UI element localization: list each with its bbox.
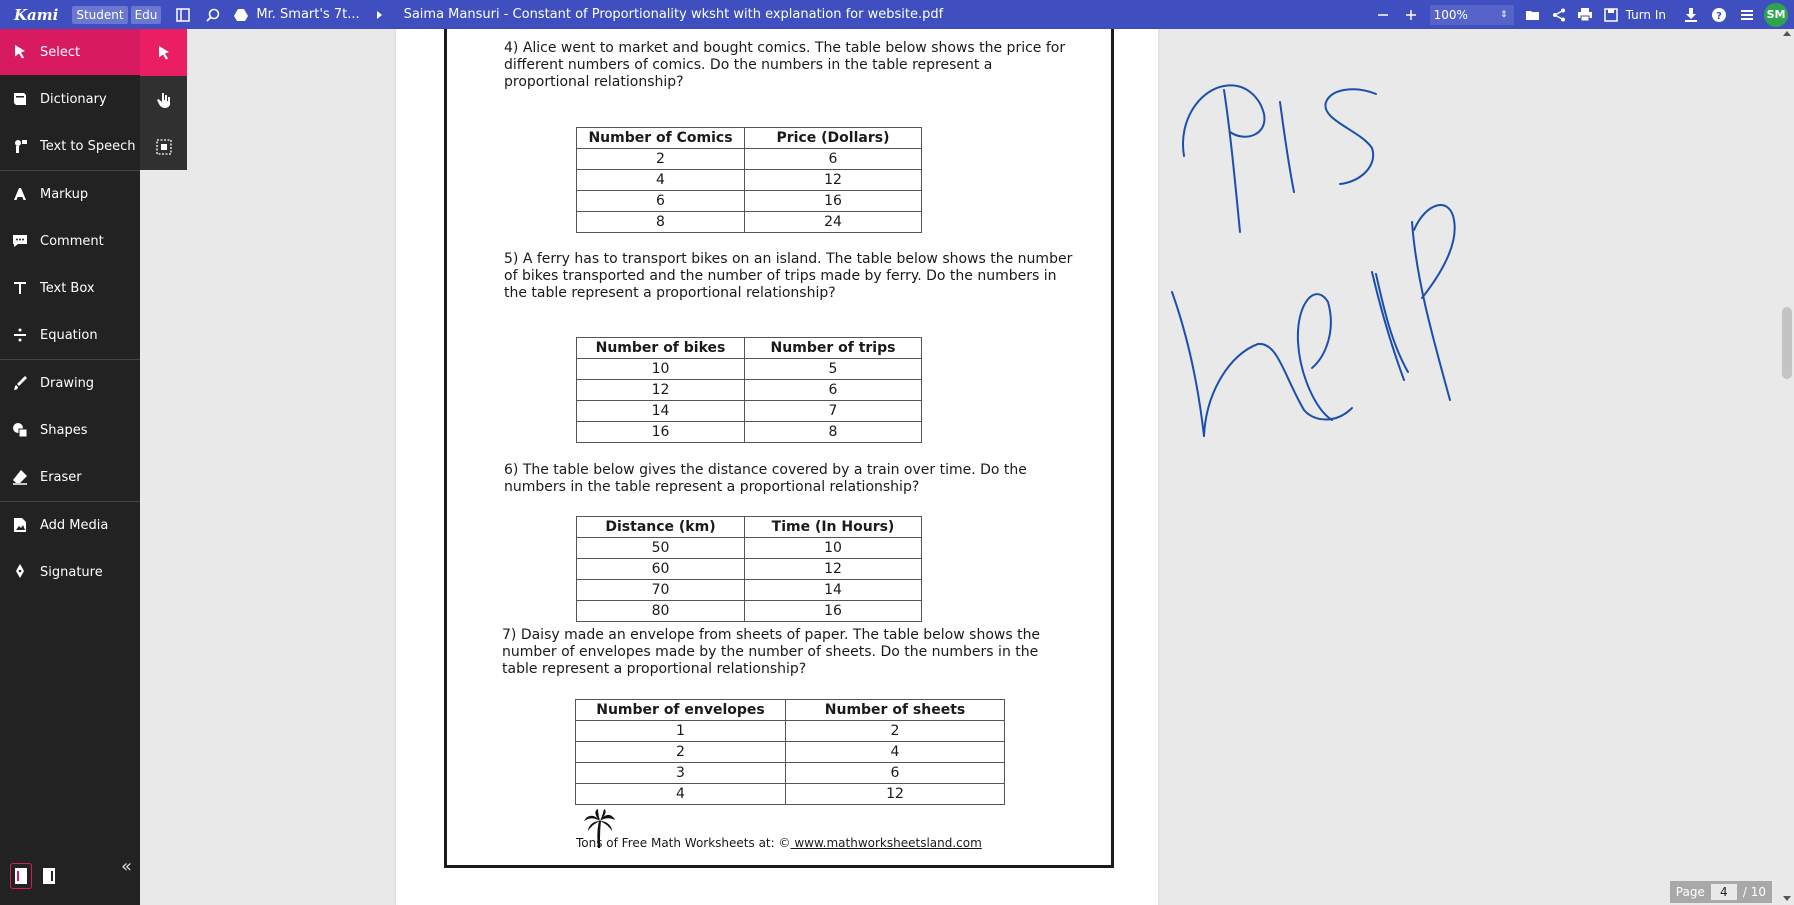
select-subtools: [140, 29, 187, 170]
chevron-right-icon: [368, 4, 390, 26]
cursor-icon: [155, 44, 173, 62]
table-row: [576, 721, 1005, 742]
pointer-subtool-button[interactable]: [140, 29, 187, 76]
table-cell: 16: [745, 601, 922, 622]
brush-icon: [0, 374, 40, 392]
page-number-input[interactable]: 4: [1711, 884, 1737, 900]
breadcrumb-folder[interactable]: Mr. Smart's 7t...: [256, 7, 360, 22]
table-cell: 2: [786, 721, 1005, 742]
page-label: Page: [1675, 885, 1705, 899]
tool-label: Shapes: [40, 422, 88, 438]
table-cell: 50: [577, 538, 745, 559]
table-cell: 3: [576, 763, 786, 784]
tool-markup[interactable]: [0, 171, 140, 217]
markup-icon: [0, 185, 40, 203]
top-bar: [0, 0, 1794, 29]
tool-label: Text Box: [40, 280, 95, 296]
help-icon[interactable]: [1708, 4, 1730, 26]
table-header: Number of Comics: [577, 128, 745, 149]
table-bikes: [576, 337, 922, 443]
kami-logo[interactable]: Kami: [14, 5, 59, 24]
table-cell: 2: [576, 742, 786, 763]
table-cell: 6: [577, 191, 745, 212]
table-row: [576, 763, 1005, 784]
tool-text-box[interactable]: [0, 265, 140, 311]
hand-icon: [155, 91, 173, 109]
table-row: [577, 149, 922, 170]
table-cell: 8: [577, 212, 745, 233]
student-badge: Student: [72, 6, 127, 24]
hand-subtool-button[interactable]: [140, 76, 187, 123]
table-header: Distance (km): [577, 517, 745, 538]
footer-link[interactable]: www.mathworksheetsland.com: [790, 836, 982, 850]
tool-label: Text to Speech: [40, 138, 136, 154]
vertical-scrollbar[interactable]: [1780, 29, 1794, 905]
table-row: [577, 538, 922, 559]
menu-icon[interactable]: [1736, 4, 1758, 26]
table-cell: 14: [577, 401, 745, 422]
single-page-view-button[interactable]: [10, 863, 32, 889]
table-cell: 1: [576, 721, 786, 742]
handwritten-annotation[interactable]: [1160, 80, 1510, 450]
pdf-page: [396, 29, 1158, 905]
question-6: 6) The table below gives the distance covered by a train over time. Do the numbers in the table represent a proportional relationship?: [504, 462, 1027, 495]
collapse-sidebar-icon[interactable]: «: [120, 856, 132, 877]
footer-text: Tons of Free Math Worksheets at: ©: [576, 836, 791, 850]
toolbar-right: [1372, 0, 1794, 29]
area-select-subtool-button[interactable]: [140, 123, 187, 170]
pen-nib-icon: [0, 563, 40, 581]
question-5: 5) A ferry has to transport bikes on an island. The table below shows the number of bikes transported and the number of trips made by ferry. Do the numbers in the table represent a proportional relationship?: [504, 251, 1073, 301]
zoom-value: 100%: [1433, 7, 1468, 22]
page-total: / 10: [1742, 885, 1766, 899]
table-cell: 5: [745, 359, 922, 380]
table-cell: 14: [745, 580, 922, 601]
zoom-out-icon[interactable]: [1372, 4, 1394, 26]
tool-label: Dictionary: [40, 91, 107, 107]
media-icon: [0, 516, 40, 534]
sidebar-toggle-icon[interactable]: [172, 4, 194, 26]
worksheet-footer: [576, 836, 982, 850]
speech-icon: [0, 137, 40, 155]
table-cell: 70: [577, 580, 745, 601]
table-cell: 12: [745, 170, 922, 191]
cursor-icon: [0, 43, 40, 61]
turn-in-button[interactable]: Turn In: [1625, 7, 1666, 22]
table-cell: 16: [745, 191, 922, 212]
table-header: Price (Dollars): [745, 128, 922, 149]
tool-text-to-speech[interactable]: [0, 123, 140, 169]
download-icon[interactable]: [1680, 4, 1702, 26]
view-mode-toggle: [10, 863, 60, 889]
table-cell: 10: [577, 359, 745, 380]
document-title: Saima Mansuri - Constant of Proportionality wksht with explanation for website.pdf: [403, 7, 944, 22]
table-header: Time (In Hours): [745, 517, 922, 538]
table-row: [577, 212, 922, 233]
tool-shapes[interactable]: [0, 407, 140, 453]
table-row: [577, 601, 922, 622]
table-cell: 12: [745, 559, 922, 580]
table-cell: 4: [577, 170, 745, 191]
table-train: [576, 516, 922, 622]
table-envelopes: [575, 699, 1005, 805]
question-7: 7) Daisy made an envelope from sheets of paper. The table below shows the number of envelopes made by the number of sheets. Do the numbers in the table represent a proportional relationship?: [502, 627, 1041, 677]
tool-comment[interactable]: [0, 218, 140, 264]
table-header: Number of trips: [745, 338, 922, 359]
shapes-icon: [0, 421, 40, 439]
tool-label: Select: [40, 44, 81, 60]
tool-label: Equation: [40, 327, 98, 343]
table-cell: 8: [745, 422, 922, 443]
zoom-in-icon[interactable]: [1400, 4, 1422, 26]
table-cell: 7: [745, 401, 922, 422]
scroll-up-icon[interactable]: [1783, 31, 1791, 36]
tool-select[interactable]: [0, 29, 140, 75]
two-page-view-button[interactable]: [38, 863, 60, 889]
table-cell: 4: [576, 784, 786, 805]
tool-signature[interactable]: [0, 549, 140, 595]
updown-icon: ⇕: [1500, 9, 1508, 20]
table-cell: 80: [577, 601, 745, 622]
page-navigator: [1670, 881, 1772, 903]
table-comics: [576, 127, 922, 233]
question-4: 4) Alice went to market and bought comics. The table below shows the price for different numbers of comics. Do the numbers in the table represent a proportional relationship?: [504, 40, 1066, 90]
table-cell: 12: [577, 380, 745, 401]
drive-icon: [230, 4, 252, 26]
table-cell: 24: [745, 212, 922, 233]
table-header: Number of envelopes: [576, 700, 786, 721]
divide-icon: [0, 326, 40, 344]
tool-label: Signature: [40, 564, 103, 580]
tool-drawing[interactable]: [0, 360, 140, 406]
tool-equation[interactable]: [0, 312, 140, 358]
save-icon[interactable]: [1600, 4, 1622, 26]
tool-dictionary[interactable]: [0, 76, 140, 122]
table-cell: 60: [577, 559, 745, 580]
table-header: Number of sheets: [786, 700, 1005, 721]
eraser-icon: [0, 468, 40, 486]
tool-label: Comment: [40, 233, 104, 249]
print-icon[interactable]: [1574, 4, 1596, 26]
table-cell: 6: [745, 380, 922, 401]
table-cell: 6: [745, 149, 922, 170]
zoom-select[interactable]: [1430, 5, 1514, 25]
table-row: [577, 422, 922, 443]
table-cell: 6: [786, 763, 1005, 784]
user-avatar[interactable]: SM: [1764, 3, 1788, 27]
area-select-icon: [155, 138, 173, 156]
table-cell: 10: [745, 538, 922, 559]
table-row: [576, 784, 1005, 805]
comment-icon: [0, 232, 40, 250]
share-icon[interactable]: [1548, 4, 1570, 26]
table-header: Number of bikes: [577, 338, 745, 359]
tool-label: Eraser: [40, 469, 82, 485]
table-row: [577, 380, 922, 401]
tool-eraser[interactable]: [0, 454, 140, 500]
table-cell: 12: [786, 784, 1005, 805]
table-row: [577, 359, 922, 380]
svg-text:?: ?: [1716, 10, 1722, 22]
folder-open-icon[interactable]: [1522, 4, 1544, 26]
tool-label: Add Media: [40, 517, 109, 533]
table-row: [576, 742, 1005, 763]
table-row: [577, 580, 922, 601]
search-icon[interactable]: [202, 4, 224, 26]
table-row: [577, 170, 922, 191]
tool-label: Markup: [40, 186, 89, 202]
tool-sidebar: [0, 29, 140, 905]
book-icon: [0, 90, 40, 108]
table-cell: 16: [577, 422, 745, 443]
edu-badge: Edu: [131, 6, 162, 24]
scrollbar-thumb[interactable]: [1782, 307, 1792, 379]
table-row: [577, 559, 922, 580]
tool-label: Drawing: [40, 375, 95, 391]
table-cell: 2: [577, 149, 745, 170]
tool-add-media[interactable]: [0, 502, 140, 548]
table-row: [577, 401, 922, 422]
table-row: [577, 191, 922, 212]
table-cell: 4: [786, 742, 1005, 763]
textbox-icon: [0, 279, 40, 297]
scroll-down-icon[interactable]: [1783, 896, 1791, 901]
